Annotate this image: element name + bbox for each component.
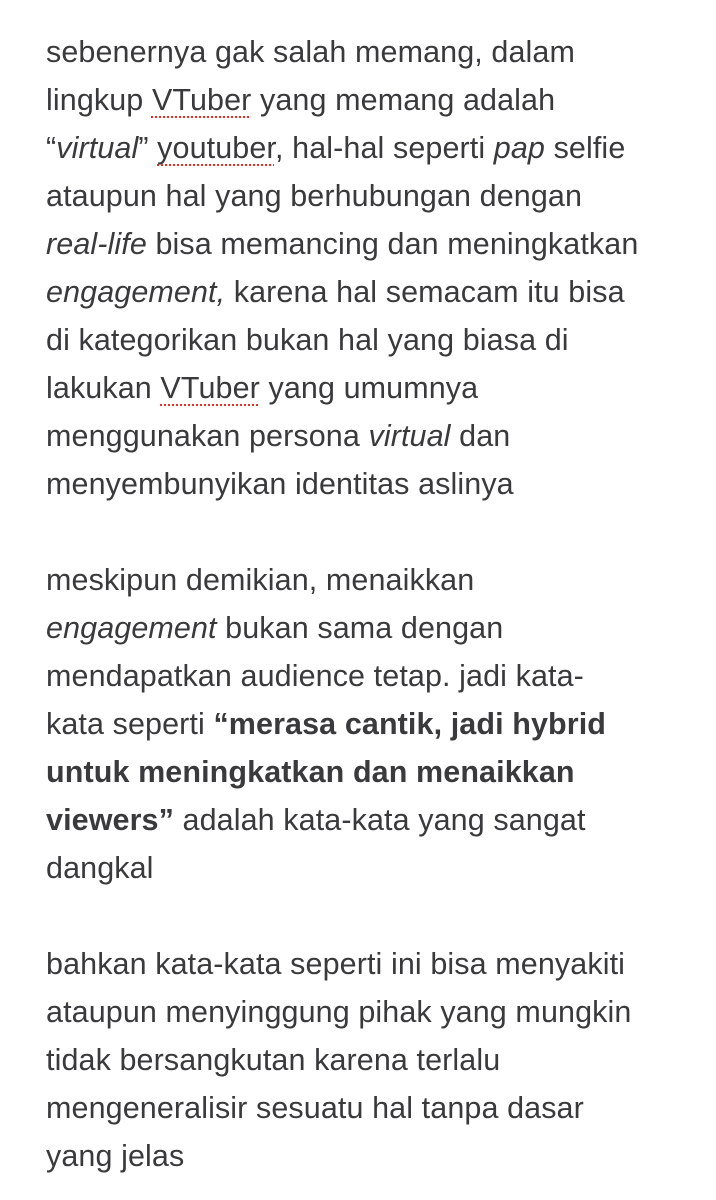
text-line: [46, 1036, 686, 1084]
text-run: , hal-hal seperti: [274, 131, 494, 165]
text-line: [46, 1132, 686, 1180]
text-line: [46, 28, 686, 76]
text-run: di kategorikan bukan hal yang biasa di: [46, 323, 569, 357]
text-line: [46, 268, 686, 316]
paragraph: [46, 556, 686, 892]
text-run: dangkal: [46, 851, 154, 885]
text-run: mengeneralisir sesuatu hal tanpa dasar: [46, 1091, 584, 1125]
text-run: menyembunyikan identitas aslinya: [46, 467, 514, 501]
text-run: bahkan kata-kata seperti ini bisa menyakiti: [46, 947, 626, 981]
text-line: [46, 748, 686, 796]
text-run: sebenernya gak salah memang, dalam: [46, 35, 575, 69]
text-run: yang memang adalah: [251, 83, 556, 117]
text-line: [46, 556, 686, 604]
bold-quote: viewers”: [46, 803, 174, 837]
paragraph: [46, 28, 686, 508]
text-run: ataupun hal yang berhubungan dengan: [46, 179, 583, 213]
text-line: [46, 796, 686, 844]
text-line: [46, 124, 686, 172]
bold-quote: untuk meningkatkan dan menaikkan: [46, 755, 575, 789]
text-line: [46, 940, 686, 988]
text-run: karena hal semacam itu bisa: [225, 275, 625, 309]
text-run: kata seperti: [46, 707, 214, 741]
text-run: lakukan: [46, 371, 161, 405]
note-body: [46, 28, 686, 1180]
text-run: mendapatkan audience tetap. jadi kata-: [46, 659, 584, 693]
text-run: yang umumnya: [259, 371, 479, 405]
text-line: [46, 364, 686, 412]
italic-term: engagement,: [46, 275, 226, 309]
spellcheck-flagged-word[interactable]: VTuber: [160, 371, 260, 405]
paragraph: [46, 940, 686, 1180]
italic-term: real-life: [46, 227, 147, 261]
text-line: [46, 652, 686, 700]
spellcheck-flagged-word[interactable]: VTuber: [151, 83, 252, 117]
text-run: meskipun demikian, menaikkan: [46, 563, 475, 597]
bold-quote: “merasa cantik, jadi hybrid: [213, 707, 607, 741]
text-line: [46, 316, 686, 364]
text-run: selfie: [545, 131, 626, 165]
text-run: bisa memancing dan meningkatkan: [146, 227, 639, 261]
text-line: [46, 460, 686, 508]
italic-term: virtual: [368, 419, 451, 453]
text-run: tidak bersangkutan karena terlalu: [46, 1043, 501, 1077]
text-run: lingkup: [46, 83, 152, 117]
text-run: dan: [450, 419, 511, 453]
text-line: [46, 844, 686, 892]
text-run: ”: [138, 131, 158, 165]
text-run: adalah kata-kata yang sangat: [173, 803, 586, 837]
paragraph-gap: [46, 892, 686, 940]
text-line: [46, 604, 686, 652]
text-run: menggunakan persona: [46, 419, 369, 453]
text-line: [46, 76, 686, 124]
italic-term: pap: [493, 131, 545, 165]
spellcheck-flagged-word[interactable]: youtuber: [157, 131, 275, 165]
text-run: bukan sama dengan: [216, 611, 504, 645]
text-line: [46, 220, 686, 268]
italic-term: virtual: [56, 131, 139, 165]
paragraph-gap: [46, 508, 686, 556]
text-line: [46, 412, 686, 460]
text-line: [46, 1084, 686, 1132]
text-run: ataupun menyinggung pihak yang mungkin: [46, 995, 632, 1029]
text-run: yang jelas: [46, 1139, 185, 1173]
text-run: “: [46, 131, 57, 165]
text-line: [46, 988, 686, 1036]
text-line: [46, 172, 686, 220]
italic-term: engagement: [46, 611, 217, 645]
text-line: [46, 700, 686, 748]
